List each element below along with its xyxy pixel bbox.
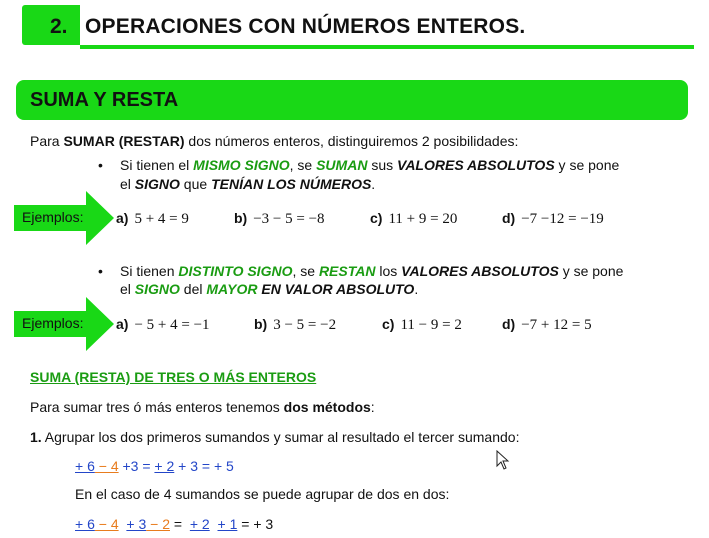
example-1b: b) −3 − 5 = −8 <box>234 210 325 227</box>
bullet1-line2: el SIGNO que TENÍAN LOS NÚMEROS. <box>120 176 376 192</box>
example-2c: c) 11 − 9 = 2 <box>382 316 462 333</box>
example-1c: c) 11 + 9 = 20 <box>370 210 458 227</box>
example-1a: a) 5 + 4 = 9 <box>116 210 189 227</box>
section-header <box>22 3 694 49</box>
subsection-bar <box>16 80 688 120</box>
example-2a: a) − 5 + 4 = −1 <box>116 316 210 333</box>
bullet2-line2: el SIGNO del MAYOR EN VALOR ABSOLUTO. <box>120 281 419 297</box>
subsection-title: SUMA Y RESTA <box>30 89 179 111</box>
example-1d: d) −7 −12 = −19 <box>502 210 604 227</box>
bullet1-line1: Si tienen el MISMO SIGNO, se SUMAN sus VALORES ABSOLUTOS y se pone <box>120 157 620 173</box>
intro-paragraph: Para SUMAR (RESTAR) dos números enteros, distinguiremos 2 posibilidades: <box>30 133 519 149</box>
section-title: OPERACIONES CON NÚMEROS ENTEROS. <box>85 15 526 38</box>
bullet-dot: • <box>98 263 103 279</box>
methods-paragraph: Para sumar tres ó más enteros tenemos dos métodos: <box>30 399 375 415</box>
grouping-line-1: + 6 − 4 +3 = + 2 + 3 = + 5 <box>75 458 234 474</box>
examples-arrow-2: Ejemplos: <box>14 297 114 351</box>
mouse-cursor-icon <box>496 450 510 470</box>
bullet2-line1: Si tienen DISTINTO SIGNO, se RESTAN los VALORES ABSOLUTOS y se pone <box>120 263 624 279</box>
bullet-dot: • <box>98 157 103 173</box>
example-2b: b) 3 − 5 = −2 <box>254 316 337 333</box>
grouping-line-2: + 6 − 4 + 3 − 2 = + 2 + 1 = + 3 <box>75 516 274 532</box>
section-number: 2. <box>50 15 68 38</box>
example-2d: d) −7 + 12 = 5 <box>502 316 592 333</box>
section-underline <box>80 45 694 49</box>
four-summands-text: En el caso de 4 sumandos se puede agrupar de dos en dos: <box>75 486 450 502</box>
subheading-three-or-more: SUMA (RESTA) DE TRES O MÁS ENTEROS <box>30 369 317 385</box>
method-1: 1. Agrupar los dos primeros sumandos y sumar al resultado el tercer sumando: <box>30 429 520 445</box>
examples-arrow-1: Ejemplos: <box>14 191 114 245</box>
